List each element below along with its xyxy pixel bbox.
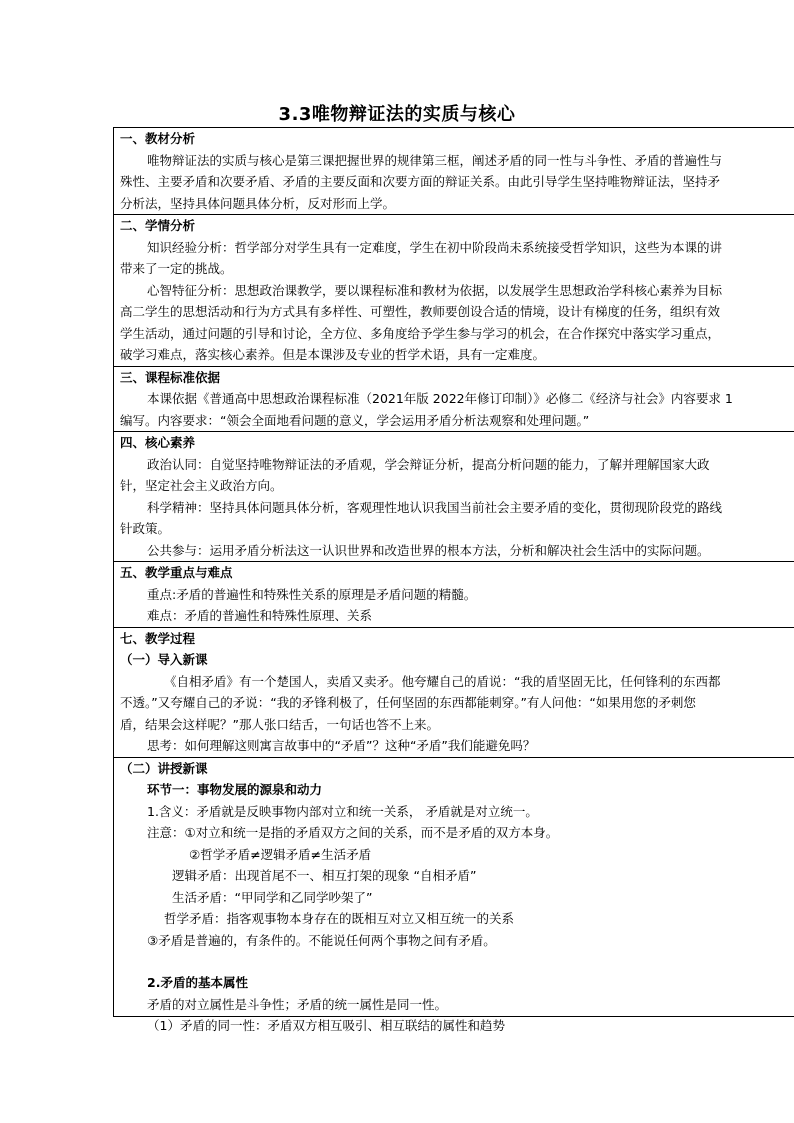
paragraph-line: 破学习难点，落实核心素养。但是本课涉及专业的哲学术语，具有一定难度。: [120, 347, 546, 362]
section-curriculum-standard: [114, 367, 794, 433]
paragraph-line: 逻辑矛盾：出现首尾不一、相互打架的现象 “自相矛盾”: [172, 868, 477, 883]
section-heading: 一、教材分析: [120, 131, 196, 146]
paragraph-line: 不透。”又夸耀自己的矛说：“我的矛锋利极了，任何坚固的东西都能刺穿。”有人问他：“如果用您的矛刺您: [120, 695, 696, 710]
paragraph-line: 《自相矛盾》有一个楚国人，卖盾又卖矛。他夸耀自己的盾说：“我的盾坚固无比，任何锋利的东西都: [164, 673, 721, 689]
paragraph-line: 带来了一定的挑战。: [120, 261, 233, 276]
section-heading: 三、课程标准依据: [120, 369, 221, 385]
paragraph-line: 思考：如何理解这则寓言故事中的“矛盾”？这种“矛盾”我们能避免吗？: [147, 738, 536, 753]
section-heading: 五、教学重点与难点: [120, 565, 233, 580]
paragraph-line: 注意：①对立和统一是指的矛盾双方之间的关系，而不是矛盾的双方本身。: [147, 825, 559, 840]
paragraph-line: 殊性、主要矛盾和次要矛盾、矛盾的主要反面和次要方面的辩证关系。由此引导学生坚持唯物辩证法，坚持矛: [120, 174, 721, 189]
paragraph-line: 心智特征分析：思想政治课教学，要以课程标准和教材为依据，以发展学生思想政治学科核心素养为目标: [147, 282, 723, 298]
paragraph-line: 编写。内容要求：“领会全面地看问题的意义，学会运用矛盾分析法观察和处理问题。”: [120, 412, 590, 428]
section-student-analysis: [114, 215, 794, 367]
section-heading: 四、核心素养: [120, 435, 196, 450]
spacer: [114, 951, 794, 972]
paragraph-line: 公共参与：运用矛盾分析法这一认识世界和改造世界的根本方法，分析和解决社会生活中的实际问题。: [147, 542, 710, 558]
section-teaching-process: [114, 628, 794, 758]
link-heading: 环节一：事物发展的源泉和动力: [147, 782, 323, 797]
page-title: 3.3唯物辩证法的实质与核心: [278, 104, 516, 125]
paragraph-line: 知识经验分析：哲学部分对学生具有一定难度，学生在初中阶段尚未系统接受哲学知识，这些为本课的讲: [147, 239, 723, 255]
subsection-heading: （二）讲授新课: [120, 760, 208, 776]
paragraph-line: 本课依据《普通高中思想政治课程标准（2021年版 2022年修订印制）》必修二《经济与社会》内容要求 1: [147, 391, 733, 406]
paragraph-line: 分析法，坚持具体问题具体分析，反对形而上学。: [120, 195, 396, 211]
paragraph-line: 生活矛盾：“甲同学和乙同学吵架了”: [172, 889, 373, 905]
subsection-heading: 2.矛盾的基本属性: [147, 975, 248, 990]
paragraph-line: 哲学矛盾：指客观事物本身存在的既相互对立又相互统一的关系: [164, 911, 515, 926]
section-heading: 七、教学过程: [120, 630, 196, 646]
paragraph-line: 科学精神：坚持具体问题具体分析，客观理性地认识我国当前社会主要矛盾的变化，贯彻现阶段党的路线: [147, 499, 723, 515]
subsection-heading: （一）导入新课: [120, 652, 208, 667]
paragraph-line: ②哲学矛盾≠逻辑矛盾≠生活矛盾: [189, 846, 372, 862]
lesson-plan-table: [113, 127, 794, 1033]
section-core-literacy: [114, 432, 794, 562]
paragraph-line: 针政策。: [120, 521, 171, 536]
paragraph-line: ③矛盾是普遍的，有条件的。不能说任何两个事物之间有矛盾。: [147, 932, 496, 948]
section-key-points: [114, 562, 794, 628]
paragraph-line: 1.含义：矛盾就是反映事物内部对立和统一关系， 矛盾就是对立统一。: [147, 803, 538, 819]
paragraph-line: 学生活动，通过问题的引导和讨论，全方位、多角度给予学生参与学习的机会，在合作探究中落实学习重点，: [120, 325, 721, 341]
paragraph-line: 矛盾的对立属性是斗争性；矛盾的统一属性是同一性。: [147, 996, 448, 1012]
section-new-lesson: [114, 758, 794, 1037]
paragraph-line: 高二学生的思想活动和行为方式具有多样性、可塑性，教师要创设合适的情境，设计有梯度的任务，组织有效: [120, 304, 721, 319]
paragraph-line: 盾，结果会这样呢？”那人张口结舌，一句话也答不上来。: [120, 716, 439, 732]
paragraph-line: 重点:矛盾的普遍性和特殊性关系的原理是矛盾问题的精髓。: [147, 586, 477, 602]
paragraph-line: （1）矛盾的同一性：矛盾双方相互吸引、相互联结的属性和趋势: [147, 1018, 505, 1033]
section-textbook-analysis: [114, 128, 794, 215]
paragraph-line: 唯物辩证法的实质与核心是第三课把握世界的规律第三框，阐述矛盾的同一性与斗争性、矛盾的普遍性与: [147, 152, 723, 168]
paragraph-line: 难点：矛盾的普遍性和特殊性原理、关系: [147, 608, 373, 623]
paragraph-line: 政治认同：自觉坚持唯物辩证法的矛盾观，学会辩证分析，提高分析问题的能力，了解并理解国家大政: [147, 456, 710, 472]
section-heading: 二、学情分析: [120, 218, 196, 233]
paragraph-line: 针，坚定社会主义政治方向。: [120, 478, 283, 493]
